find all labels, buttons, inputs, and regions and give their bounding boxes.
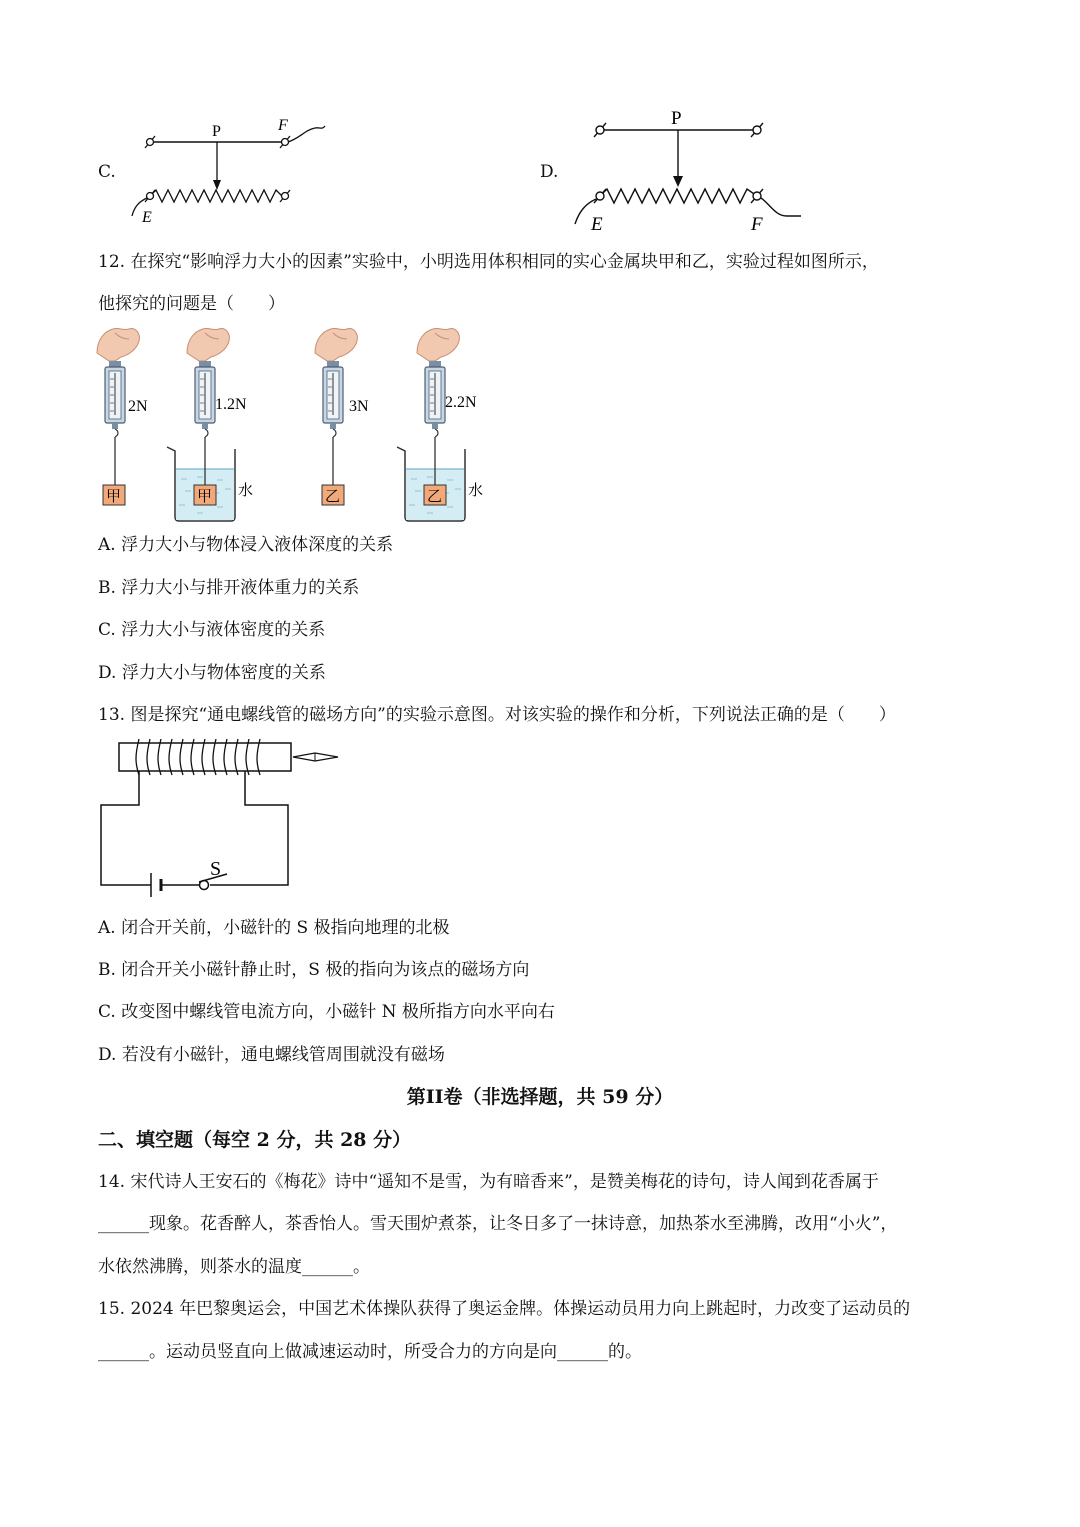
section-title: 第II卷（非选择题，共 59 分） — [406, 1086, 674, 1108]
block-label: 甲 — [106, 489, 122, 505]
q12-stem-line2: 他探究的问题是（ ） — [98, 294, 285, 314]
q13-option-d: D. 若没有小磁针，通电螺线管周围就没有磁场 — [98, 1045, 445, 1065]
switch-label: S — [210, 858, 222, 880]
label-f: F — [278, 117, 288, 134]
section-subtitle: 二、填空题（每空 2 分，共 28 分） — [98, 1129, 412, 1151]
reading-3: 3N — [349, 398, 369, 415]
label-f: F — [751, 214, 763, 235]
q13-option-b: B. 闭合开关小磁针静止时，S 极的指向为该点的磁场方向 — [98, 960, 530, 980]
label-e: E — [142, 209, 152, 226]
q13-option-a: A. 闭合开关前，小磁针的 S 极指向地理的北极 — [98, 918, 450, 938]
label-p: P — [671, 108, 682, 129]
rheostat-diagram-c — [120, 110, 340, 230]
q14-line2: ______现象。花香醉人，茶香怡人。雪天围炉煮茶，让冬日多了一抹诗意，加热茶水至沸腾，改用“小火”， — [98, 1214, 898, 1234]
q12-stem-line1: 12. 在探究“影响浮力大小的因素”实验中，小明选用体积相同的实心金属块甲和乙，实验过程如图所示， — [98, 252, 879, 272]
label-e: E — [591, 214, 603, 235]
label-p: P — [212, 123, 221, 140]
q15-line2: ______。运动员竖直向上做减速运动时，所受合力的方向是向______的。 — [98, 1342, 642, 1362]
q14-line1: 14. 宋代诗人王安石的《梅花》诗中“遥知不是雪，为有暗香来”，是赞美梅花的诗句，诗人闻到花香属于 — [98, 1172, 879, 1192]
block-label: 乙 — [325, 489, 341, 505]
q12-option-b: B. 浮力大小与排开液体重力的关系 — [98, 578, 360, 598]
q13-option-c: C. 改变图中螺线管电流方向，小磁针 N 极所指方向水平向右 — [98, 1002, 555, 1022]
q12-option-a: A. 浮力大小与物体浸入液体深度的关系 — [98, 535, 394, 555]
water-label: 水 — [238, 483, 254, 499]
reading-4: 2.2N — [445, 394, 477, 411]
q13-stem: 13. 图是探究“通电螺线管的磁场方向”的实验示意图。对该实验的操作和分析，下列说法正确的是（ ） — [98, 705, 896, 725]
reading-1: 2N — [128, 398, 148, 415]
solenoid-circuit-figure — [95, 735, 355, 905]
q15-line1: 15. 2024 年巴黎奥运会，中国艺术体操队获得了奥运金牌。体操运动员用力向上跳起时，力改变了运动员的 — [98, 1299, 911, 1319]
rheostat-diagram-d — [565, 100, 815, 240]
option-c-label: C. — [98, 162, 116, 182]
block-label: 甲 — [197, 489, 213, 505]
water-label: 水 — [468, 483, 484, 499]
block-label: 乙 — [427, 489, 443, 505]
q12-option-c: C. 浮力大小与液体密度的关系 — [98, 620, 326, 640]
buoyancy-experiment-figure — [95, 325, 515, 530]
q14-line3: 水依然沸腾，则茶水的温度______。 — [98, 1257, 370, 1277]
reading-2: 1.2N — [215, 396, 247, 413]
q12-option-d: D. 浮力大小与物体密度的关系 — [98, 663, 326, 683]
option-d-label: D. — [540, 162, 559, 182]
